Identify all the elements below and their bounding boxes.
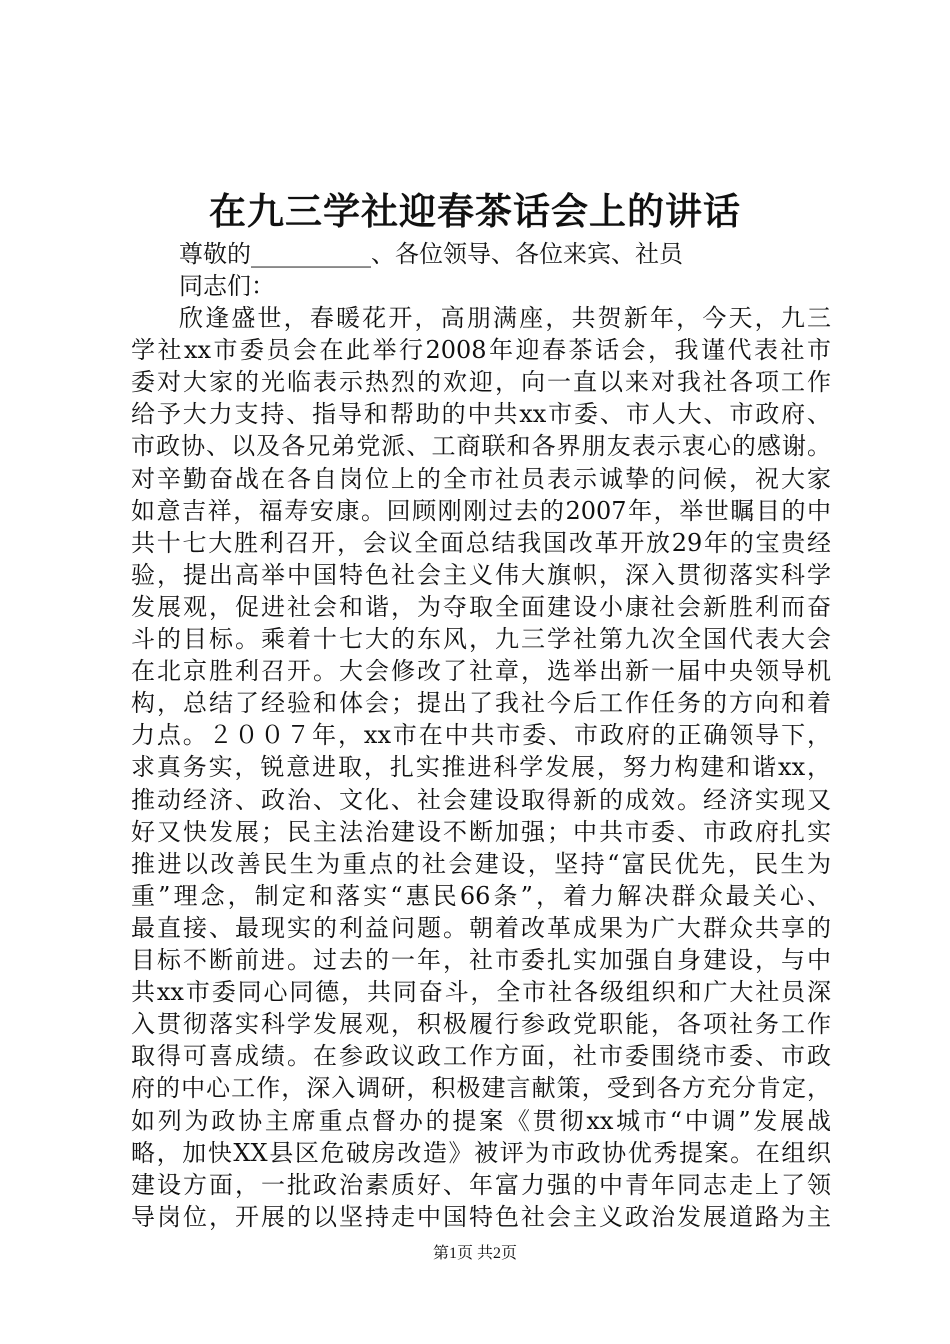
salutation-line: 同志们： <box>179 272 275 300</box>
body-line: 最直接、最现实的利益问题。朝着改革成果为广大群众共享的 <box>131 914 831 942</box>
body-line: 斗的目标。乘着十七大的东风，九三学社第九次全国代表大会 <box>131 625 831 653</box>
body-line: 推进以改善民生为重点的社会建设，坚持“富民优先，民生为 <box>131 850 831 878</box>
body-line: 力点。２００７年，xx市在中共市委、市政府的正确领导下， <box>131 721 831 749</box>
body-line: 入贯彻落实科学发展观，积极履行参政党职能，各项社务工作 <box>131 1010 831 1038</box>
body-line: 委对大家的光临表示热烈的欢迎，向一直以来对我社各项工作 <box>131 368 831 396</box>
body-line: 略，加快XX县区危破房改造》被评为市政协优秀提案。在组织 <box>131 1139 831 1167</box>
document-title: 在九三学社迎春茶话会上的讲话 <box>209 189 741 233</box>
body-line: 对辛勤奋战在各自岗位上的全市社员表示诚挚的问候，祝大家 <box>131 465 831 493</box>
body-line: 发展观，促进社会和谐，为夺取全面建设小康社会新胜利而奋 <box>131 593 831 621</box>
body-line: 推动经济、政治、文化、社会建设取得新的成效。经济实现又 <box>131 786 831 814</box>
body-line: 重”理念，制定和落实“惠民66条”，着力解决群众最关心、 <box>131 882 831 910</box>
body-line: 取得可喜成绩。在参政议政工作方面，社市委围绕市委、市政 <box>131 1042 831 1070</box>
body-line: 市政协、以及各兄弟党派、工商联和各界朋友表示衷心的感谢。 <box>131 432 831 460</box>
body-line: 目标不断前进。过去的一年，社市委扎实加强自身建设，与中 <box>131 946 831 974</box>
body-line: 共十七大胜利召开，会议全面总结我国改革开放29年的宝贵经 <box>131 529 831 557</box>
body-line: 学社xx市委员会在此举行2008年迎春茶话会，我谨代表社市 <box>131 336 831 364</box>
body-line: 欣逢盛世，春暖花开，高朋满座，共贺新年，今天，九三 <box>179 304 831 332</box>
body-line: 在北京胜利召开。大会修改了社章，选举出新一届中央领导机 <box>131 657 831 685</box>
body-line: 求真务实，锐意进取，扎实推进科学发展，努力构建和谐xx， <box>131 753 831 781</box>
body-line: 构，总结了经验和体会；提出了我社今后工作任务的方向和着 <box>131 689 831 717</box>
body-line: 如意吉祥，福寿安康。回顾刚刚过去的2007年，举世瞩目的中 <box>131 497 831 525</box>
body-line: 建设方面，一批政治素质好、年富力强的中青年同志走上了领 <box>131 1171 831 1199</box>
body-line: 如列为政协主席重点督办的提案《贯彻xx城市“中调”发展战 <box>131 1107 831 1135</box>
body-line: 共xx市委同心同德，共同奋斗，全市社各级组织和广大社员深 <box>131 978 831 1006</box>
page-footer: 第1页 共2页 <box>432 1245 517 1262</box>
salutation-line: 尊敬的__________、各位领导、各位来宾、社员 <box>179 240 683 268</box>
body-line: 府的中心工作，深入调研，积极建言献策，受到各方充分肯定， <box>131 1074 831 1102</box>
body-line: 验，提出高举中国特色社会主义伟大旗帜，深入贯彻落实科学 <box>131 561 831 589</box>
body-line: 导岗位，开展的以坚持走中国特色社会主义政治发展道路为主 <box>131 1203 831 1231</box>
body-line: 好又快发展；民主法治建设不断加强；中共市委、市政府扎实 <box>131 818 831 846</box>
body-line: 给予大力支持、指导和帮助的中共xx市委、市人大、市政府、 <box>131 400 831 428</box>
